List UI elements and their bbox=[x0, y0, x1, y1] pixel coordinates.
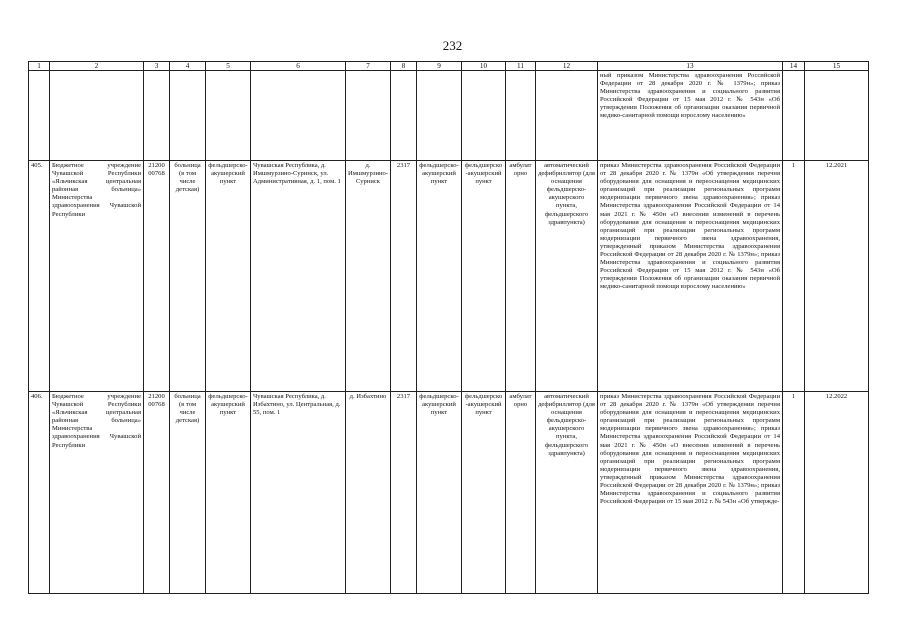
col-header: 5 bbox=[206, 62, 251, 71]
unit-kind-target: фельдшерско-акушерский пункт bbox=[462, 161, 506, 392]
col-header: 10 bbox=[462, 62, 506, 71]
population: 2317 bbox=[391, 392, 417, 594]
care-conditions: амбулаторно bbox=[506, 392, 536, 594]
col-header: 9 bbox=[417, 62, 462, 71]
legal-basis-cell: приказ Министерства здравоохранения Российской Федерации от 28 декабря 2020 г. № 1379н «Об утверждении перечня оборудования для оснащения и переоснащения медицинских организаций при реализации региональных программ модернизации первичного звена здравоохранения»; приказ Министерства здравоохранения Российской Федерации от 14 мая 2021 г. № 450н «О внесении изменений в перечень оборудования для оснащения и переоснащения медицинских организаций при реализации региональных программ модернизации первичного звена здравоохранения, утвержденный приказом Министерства здравоохранения Российской Федерации от 28 декабря 2020 г. № 1379н»; приказ Министерства здравоохранения и социального развития Российской Федерации от 15 мая 2012 г. № 543н «Об утверждe- bbox=[598, 392, 783, 594]
col-header: 6 bbox=[251, 62, 346, 71]
settlement: д. Имшмурзино-Сурниск bbox=[346, 161, 391, 392]
organization-name: Бюджетное учреждение Чувашской Республики «Яльчикская центральная районная больница» Министерства здравоохранения Чувашской Республики bbox=[50, 161, 144, 392]
unit-kind-target: фельдшерско-акушерский пункт bbox=[462, 392, 506, 594]
org-code: 21200 00768 bbox=[144, 392, 170, 594]
settlement: д. Избахтино bbox=[346, 392, 391, 594]
table-row-continued bbox=[29, 71, 869, 161]
col-header: 8 bbox=[391, 62, 417, 71]
table-row bbox=[29, 161, 869, 392]
registry-table bbox=[28, 61, 869, 594]
unit-type: фельдшерско-акушерский пункт bbox=[206, 392, 251, 594]
legal-basis-cell: ный приказом Министерства здравоохранения Российской Федерации от 28 декабря 2020 г. № 1379н»; приказ Министерства здравоохранения и социального развития Российской Федерации от 15 мая 2012 г. № 543н «Об утверждении Положения об организации оказания первичной медико-санитарной помощи взрослому населению» bbox=[598, 71, 783, 161]
equipment: автоматический дефибриллятор (для оснащения фельдшерско-акушерского пункта, фельдшерского здравпункта) bbox=[536, 392, 598, 594]
quantity: 1 bbox=[783, 161, 805, 392]
equipment: автоматический дефибриллятор (для оснащения фельдшерско-акушерского пункта, фельдшерского здравпункта) bbox=[536, 161, 598, 392]
col-header: 3 bbox=[144, 62, 170, 71]
unit-type: фельдшерско-акушерский пункт bbox=[206, 161, 251, 392]
table-row bbox=[29, 392, 869, 594]
row-number: 405. bbox=[29, 161, 50, 392]
col-header: 11 bbox=[506, 62, 536, 71]
col-header: 15 bbox=[805, 62, 869, 71]
deadline: 12.2022 bbox=[805, 392, 869, 594]
unit-kind: фельдшерско-акушерский пункт bbox=[417, 392, 462, 594]
col-header: 7 bbox=[346, 62, 391, 71]
org-code: 21200 00768 bbox=[144, 161, 170, 392]
organization-name: Бюджетное учреждение Чувашской Республики «Яльчикская центральная районная больница» Министерства здравоохранения Чувашской Республики bbox=[50, 392, 144, 594]
page-number: 232 bbox=[442, 38, 463, 53]
legal-basis-cell: приказ Министерства здравоохранения Российской Федерации от 28 декабря 2020 г. № 1379н «Об утверждении перечня оборудования для оснащения и переоснащения медицинских организаций при реализации региональных программ модернизации первичного звена здравоохранения»; приказ Министерства здравоохранения Российской Федерации от 14 мая 2021 г. № 450н «О внесении изменений в перечень оборудования для оснащения и переоснащения медицинских организаций при реализации региональных программ модернизации первичного звена здравоохранения, утвержденный приказом Министерства здравоохранения Российской Федерации от 28 декабря 2020 г. № 1379н»; приказ Министерства здравоохранения и социального развития Российской Федерации от 15 мая 2012 г. № 543н «Об утверждении Положения об организации оказания первичной медико-санитарной помощи взрослому населению» bbox=[598, 161, 783, 392]
unit-kind: фельдшерско-акушерский пункт bbox=[417, 161, 462, 392]
col-header: 1 bbox=[29, 62, 50, 71]
col-header: 4 bbox=[170, 62, 206, 71]
col-header: 14 bbox=[783, 62, 805, 71]
deadline: 12.2021 bbox=[805, 161, 869, 392]
col-header: 12 bbox=[536, 62, 598, 71]
address: Чувашская Республика, д. Избахтино, ул. Центральная, д. 55, пом. 1 bbox=[251, 392, 346, 594]
col-header: 2 bbox=[50, 62, 144, 71]
population: 2317 bbox=[391, 161, 417, 392]
address: Чувашская Республика, д. Имшмурзино-Суринск, ул. Административная, д. 1, пом. 1 bbox=[251, 161, 346, 392]
org-type: больница (в том числе детская) bbox=[170, 392, 206, 594]
row-number: 406. bbox=[29, 392, 50, 594]
care-conditions: амбулаторно bbox=[506, 161, 536, 392]
column-number-row bbox=[29, 62, 869, 71]
col-header: 13 bbox=[598, 62, 783, 71]
quantity: 1 bbox=[783, 392, 805, 594]
org-type: больница (в том числе детская) bbox=[170, 161, 206, 392]
